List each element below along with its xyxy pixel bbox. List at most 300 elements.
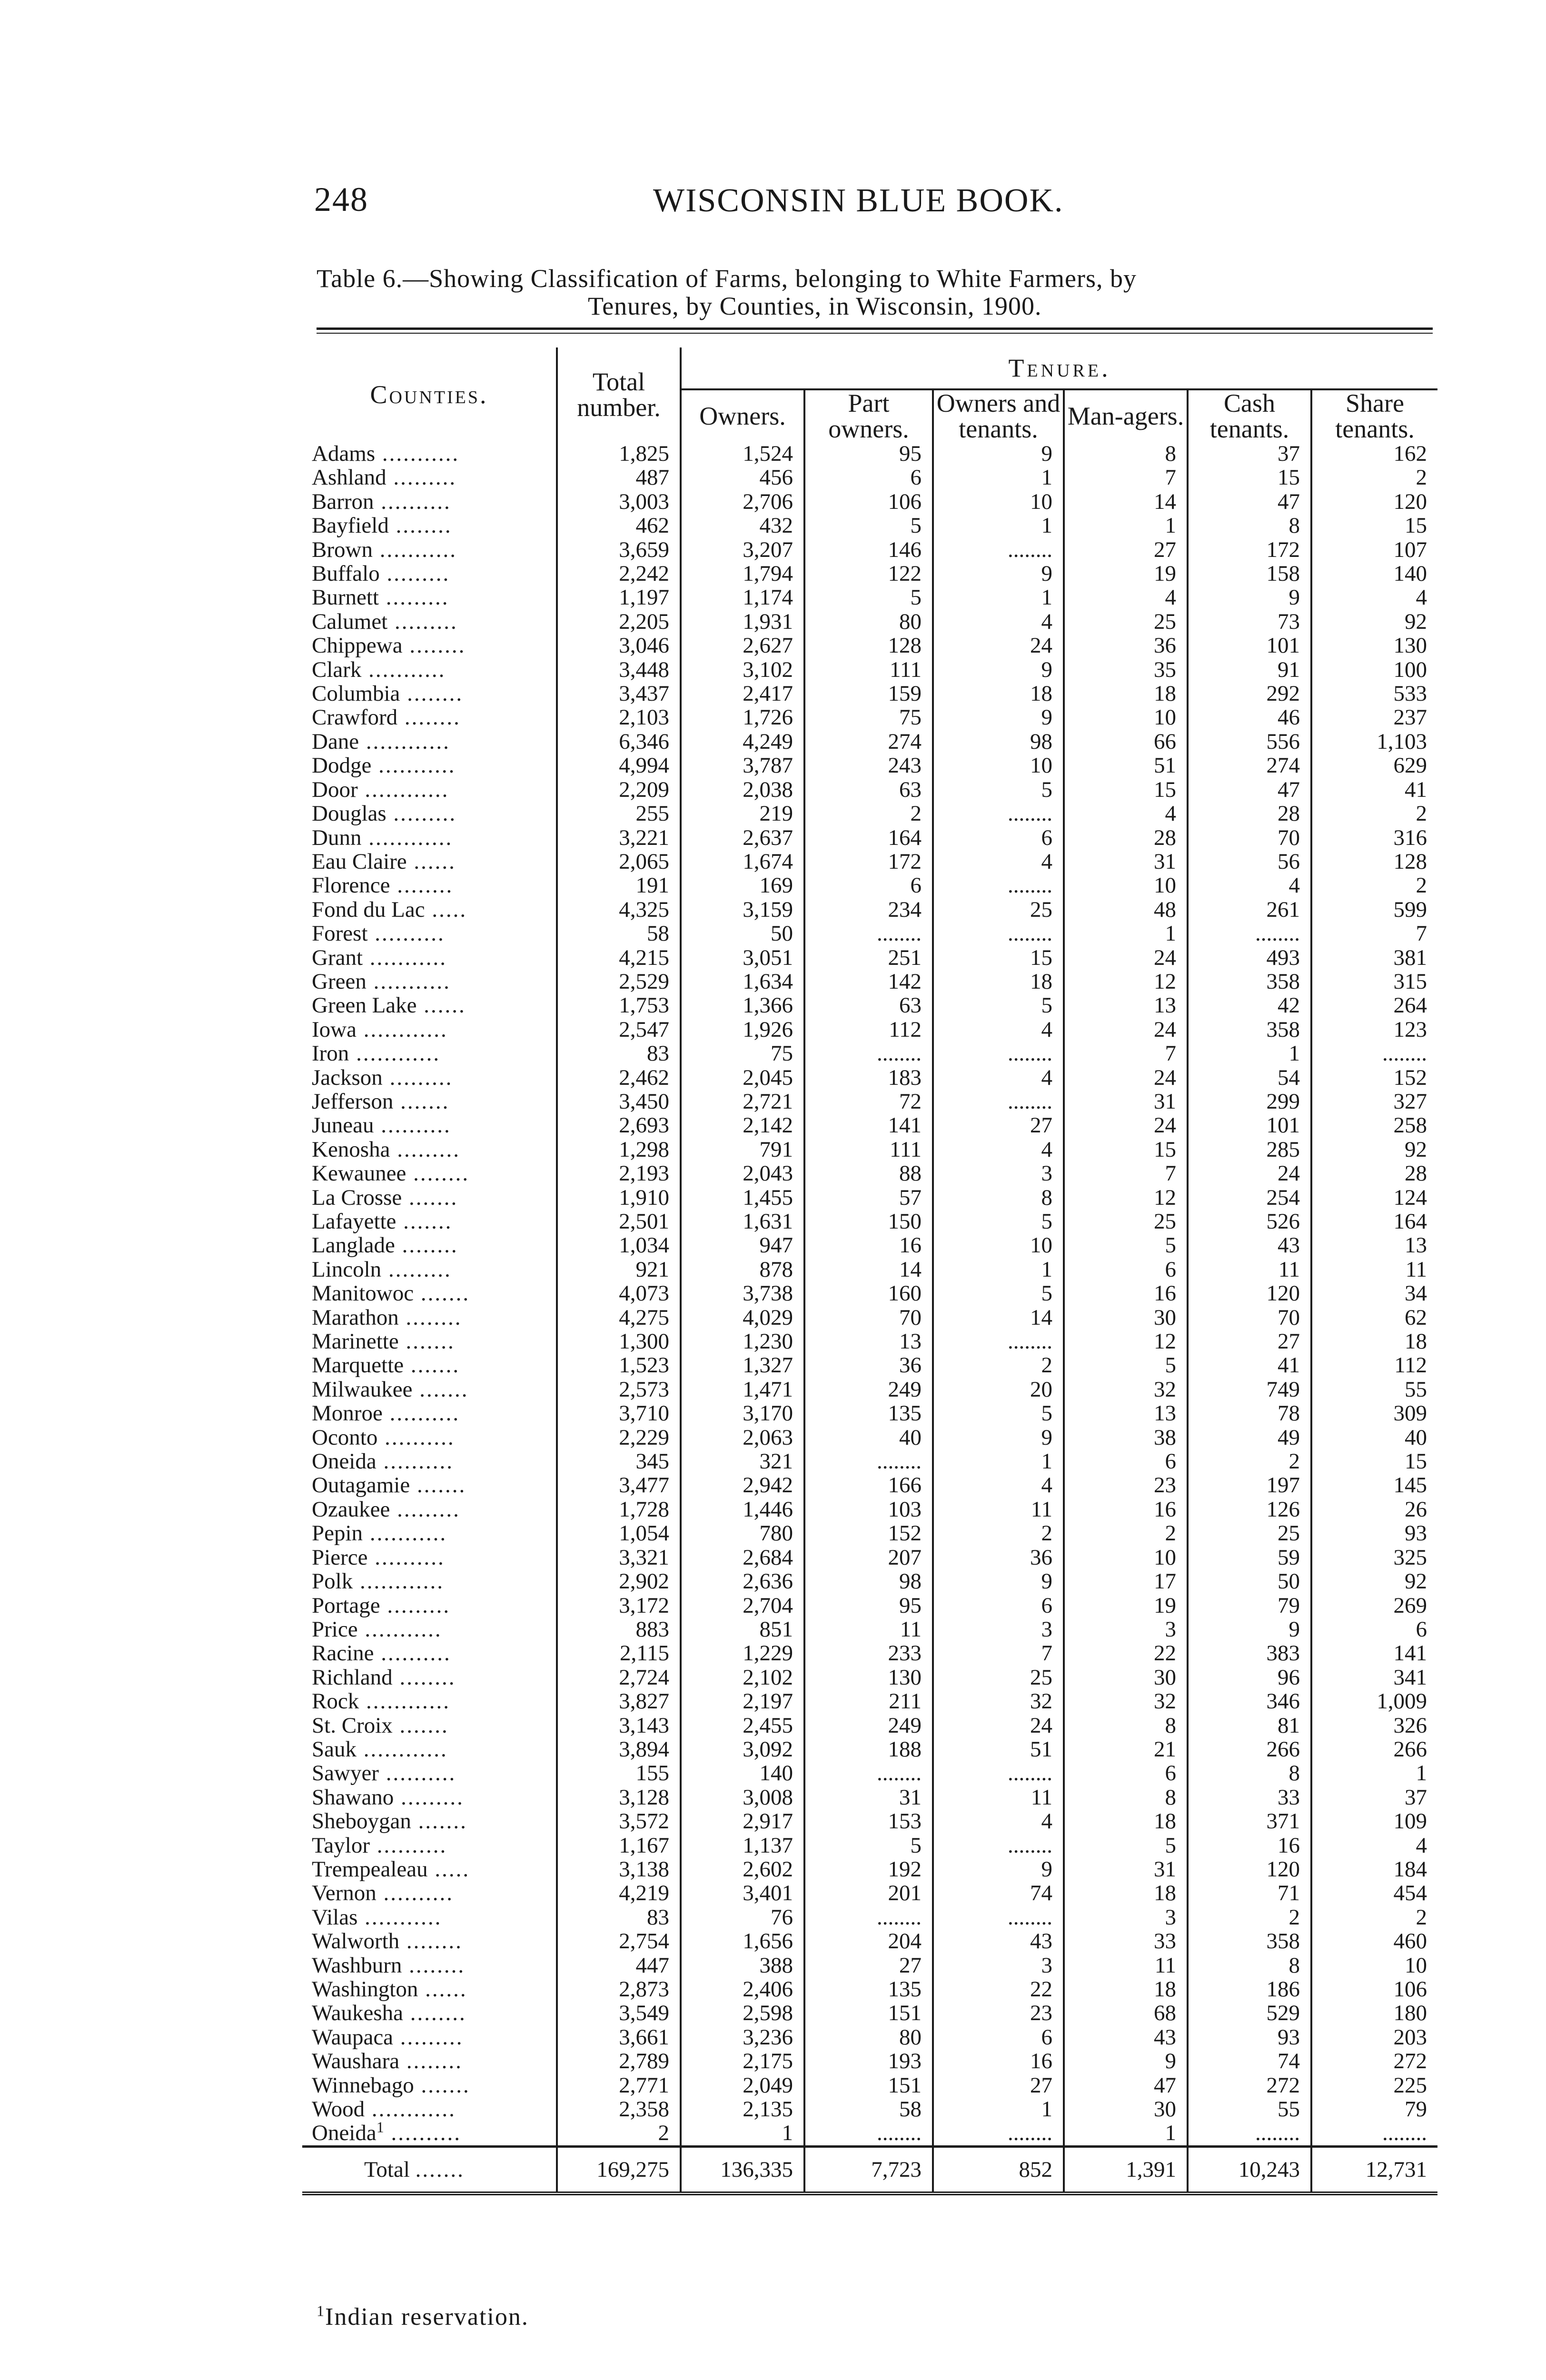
county-name: Rock	[312, 1689, 359, 1714]
owners-cell: 2,706	[681, 490, 804, 514]
county-name: Price	[312, 1617, 358, 1642]
share-tenants-cell: 184	[1393, 1857, 1427, 1882]
owners-cell: 1,524	[681, 442, 804, 466]
owners-cell: 76	[681, 1905, 804, 1929]
share-tenants-cell: 92	[1405, 1569, 1427, 1594]
leader-dots: ..........	[370, 1833, 447, 1857]
cash-tenants-cell: 2	[1188, 1905, 1311, 1929]
total-number-cell: 345	[557, 1449, 681, 1473]
owners-cell: 2,704	[681, 1594, 804, 1617]
part-owners-cell: 234	[804, 898, 933, 922]
table-row	[302, 778, 1437, 802]
cash-tenants-cell: 24	[1188, 1161, 1311, 1185]
leader-dots: .......	[410, 1473, 466, 1497]
table-row	[302, 1737, 1437, 1761]
county-cell	[302, 1066, 557, 1090]
county-name: Waupaca	[312, 2025, 394, 2050]
part-owners-cell: 5	[804, 1834, 933, 1857]
table-row	[302, 2049, 1437, 2073]
owners-and-tenants-header	[933, 389, 1064, 442]
owners-tenants-cell: 74	[933, 1881, 1064, 1905]
county-name: Bayfield	[312, 514, 389, 538]
managers-cell: 22	[1064, 1641, 1188, 1665]
leader-dots: .......	[414, 1281, 470, 1306]
county-name: Jackson	[312, 1065, 383, 1090]
table-row	[302, 1401, 1437, 1425]
county-name: Taylor	[312, 1833, 370, 1857]
owners-tenants-cell: 1	[933, 466, 1064, 489]
table-row	[302, 1281, 1437, 1305]
leader-dots: .....	[427, 1857, 470, 1882]
table-row	[302, 1138, 1437, 1161]
part-owners-cell: 151	[804, 2001, 933, 2025]
county-cell	[302, 1449, 557, 1473]
total-number-cell: 83	[557, 1905, 681, 1929]
leader-dots: ........	[400, 682, 464, 706]
owners-tenants-cell: 1	[933, 1258, 1064, 1281]
leader-dots: ......	[416, 993, 466, 1018]
total-number-header-label: Total number.	[577, 367, 661, 422]
share-tenants-cell: 10	[1405, 1953, 1427, 1977]
owners-tenants-cell: 5	[933, 993, 1064, 1017]
leader-dots: .........	[378, 585, 449, 610]
leader-dots: ..........	[384, 2121, 461, 2146]
county-cell	[302, 1281, 557, 1305]
share-tenants-cell: 2	[1416, 1905, 1427, 1930]
managers-cell: 12	[1064, 970, 1188, 993]
cash-tenants-cell: 358	[1188, 1929, 1311, 1953]
table-row	[302, 1809, 1437, 1833]
county-cell	[302, 1353, 557, 1377]
managers-cell: 8	[1064, 1785, 1188, 1809]
owners-cell: 2,684	[681, 1546, 804, 1569]
leader-dots: ...........	[371, 754, 456, 778]
cash-tenants-cell: 8	[1188, 514, 1311, 537]
table-row	[302, 1090, 1437, 1113]
owners-tenants-cell: 11	[933, 1497, 1064, 1521]
county-name: St. Croix	[312, 1713, 393, 1737]
total-number-cell: 2,205	[557, 610, 681, 634]
county-cell	[302, 490, 557, 514]
table-row	[302, 1569, 1437, 1593]
total-number-cell: 2,103	[557, 705, 681, 729]
table-row	[302, 610, 1437, 634]
managers-cell: 30	[1064, 1666, 1188, 1689]
cash-tenants-cell: 93	[1188, 2025, 1311, 2049]
managers-cell: 48	[1064, 898, 1188, 922]
cash-tenants-cell: 33	[1188, 1785, 1311, 1809]
cash-tenants-cell: 70	[1188, 826, 1311, 850]
table-row	[302, 1954, 1437, 1977]
table-row	[302, 1113, 1437, 1137]
county-cell	[302, 1594, 557, 1617]
share-tenants-cell: 164	[1393, 1210, 1427, 1234]
owners-tenants-cell: 25	[933, 1666, 1064, 1689]
managers-cell: 68	[1064, 2001, 1188, 2025]
managers-cell: 12	[1064, 1329, 1188, 1353]
county-cell	[302, 1426, 557, 1449]
cash-tenants-cell: 101	[1188, 634, 1311, 657]
total-number-cell: 1,753	[557, 993, 681, 1017]
leader-dots: ............	[359, 1689, 450, 1714]
table-row	[302, 1929, 1437, 1953]
share-tenants-cell: 2	[1416, 466, 1427, 490]
table-row	[302, 490, 1437, 514]
managers-cell: 23	[1064, 1473, 1188, 1497]
footnote-marker: 1	[317, 2302, 325, 2320]
leader-dots: ..........	[367, 1545, 445, 1570]
cash-tenants-cell: 70	[1188, 1306, 1311, 1329]
total-number-cell: 3,046	[557, 634, 681, 657]
part-owners-header	[804, 389, 933, 442]
owners-tenants-cell: ........	[933, 1041, 1064, 1065]
managers-cell: 24	[1064, 1066, 1188, 1090]
share-tenants-cell: 62	[1405, 1305, 1427, 1330]
part-owners-cell: 188	[804, 1737, 933, 1761]
caption-rule	[317, 327, 1433, 330]
table-body	[302, 442, 1437, 2193]
managers-cell: 28	[1064, 826, 1188, 850]
total-number-cell: 2,065	[557, 850, 681, 873]
table-row	[302, 1905, 1437, 1929]
leader-dots: ...........	[357, 1905, 442, 1930]
table-row	[302, 1497, 1437, 1521]
county-name: Green	[312, 969, 367, 994]
share-tenants-cell: 107	[1393, 537, 1427, 562]
share-tenants-cell: 6	[1416, 1617, 1427, 1642]
caption-line-2: Tenures, by Counties, in Wisconsin, 1900.	[588, 292, 1042, 320]
county-cell	[302, 538, 557, 562]
county-cell	[302, 1714, 557, 1737]
cash-tenants-cell: 55	[1188, 2097, 1311, 2121]
table-row	[302, 873, 1437, 897]
total-number-cell: 155	[557, 1761, 681, 1785]
managers-cell: 11	[1064, 1954, 1188, 1977]
part-owners-cell: 207	[804, 1546, 933, 1569]
share-tenants-cell: 11	[1405, 1257, 1427, 1282]
cash-tenants-cell: 15	[1188, 466, 1311, 489]
share-tenants-cell: 533	[1393, 682, 1427, 706]
county-cell	[302, 442, 557, 466]
total-number-cell: 2,529	[557, 970, 681, 993]
share-tenants-cell: 145	[1393, 1473, 1427, 1497]
table-row	[302, 826, 1437, 850]
part-owners-cell: 70	[804, 1306, 933, 1329]
owners-cell: 2,455	[681, 1714, 804, 1737]
part-owners-header-label: Part owners.	[828, 389, 909, 443]
owners-tenants-cell: 4	[933, 1066, 1064, 1090]
share-tenants-cell: 79	[1405, 2097, 1427, 2122]
leader-dots: ............	[356, 1017, 448, 1042]
table-row	[302, 1329, 1437, 1353]
cash-tenants-cell: 71	[1188, 1881, 1311, 1905]
cash-tenants-cell: 47	[1188, 778, 1311, 802]
owners-tenants-cell: ........	[933, 1905, 1064, 1929]
cash-tenants-cell: 197	[1188, 1473, 1311, 1497]
owners-cell: 2,142	[681, 1113, 804, 1137]
total-number-cell: 2,573	[557, 1378, 681, 1401]
part-owners-cell: 40	[804, 1426, 933, 1449]
total-number-cell: 83	[557, 1041, 681, 1065]
total-number-cell: 1,034	[557, 1233, 681, 1257]
cash-tenants-cell: 54	[1188, 1066, 1311, 1090]
leader-dots: ........	[402, 1953, 466, 1977]
total-number-cell: 3,549	[557, 2001, 681, 2025]
part-owners-cell: 111	[804, 1138, 933, 1161]
managers-cell: 43	[1064, 2025, 1188, 2049]
county-name: Marinette	[312, 1329, 399, 1354]
leader-dots: ..........	[377, 1425, 455, 1450]
leader-dots: ..........	[374, 1641, 451, 1666]
part-owners-cell: 160	[804, 1281, 933, 1305]
part-owners-cell: 146	[804, 538, 933, 562]
part-owners-cell: 2	[804, 802, 933, 825]
county-name: Lincoln	[312, 1257, 382, 1282]
owners-tenants-cell: 5	[933, 1210, 1064, 1233]
part-owners-cell: 130	[804, 1666, 933, 1689]
county-name: Marquette	[312, 1353, 404, 1378]
table-row	[302, 1666, 1437, 1689]
part-owners-cell: 106	[804, 490, 933, 514]
table-row	[302, 1066, 1437, 1090]
owners-tenants-cell: 4	[933, 1473, 1064, 1497]
owners-tenants-cell: ........	[933, 538, 1064, 562]
managers-cell: 51	[1064, 754, 1188, 777]
cash-tenants-cell: 42	[1188, 993, 1311, 1017]
managers-cell: 27	[1064, 538, 1188, 562]
share-tenants-cell: 381	[1393, 945, 1427, 970]
owners-tenants-cell: ........	[933, 2121, 1064, 2146]
managers-cell: 13	[1064, 1401, 1188, 1425]
leader-dots: .........	[390, 1497, 460, 1522]
share-tenants-cell: 454	[1393, 1881, 1427, 1905]
part-owners-cell: 233	[804, 1641, 933, 1665]
leader-dots: .......	[411, 1809, 467, 1834]
cash-tenants-cell: 126	[1188, 1497, 1311, 1521]
total-number-cell: 2,209	[557, 778, 681, 802]
leader-dots: ...........	[363, 1521, 447, 1546]
county-cell	[302, 2097, 557, 2121]
part-owners-cell: 201	[804, 1881, 933, 1905]
county-cell	[302, 1617, 557, 1641]
part-owners-cell: 274	[804, 730, 933, 754]
table-row	[302, 2073, 1437, 2097]
total-number-cell: 4,219	[557, 1881, 681, 1905]
managers-cell: 15	[1064, 778, 1188, 802]
part-owners-cell: 111	[804, 658, 933, 682]
share-tenants-cell: 1,009	[1377, 1689, 1427, 1714]
owners-tenants-cell: 9	[933, 562, 1064, 585]
part-owners-cell: 5	[804, 514, 933, 537]
table-row	[302, 1834, 1437, 1857]
owners-tenants-cell: 10	[933, 490, 1064, 514]
cash-tenants-cell: 101	[1188, 1113, 1311, 1137]
county-cell	[302, 778, 557, 802]
owners-tenants-cell: 27	[933, 1113, 1064, 1137]
table-row	[302, 1161, 1437, 1185]
leader-dots: ...........	[363, 945, 447, 970]
cash-tenants-cell: 47	[1188, 490, 1311, 514]
table-row	[302, 1689, 1437, 1713]
managers-cell: 25	[1064, 1210, 1188, 1233]
part-owners-cell: 183	[804, 1066, 933, 1090]
total-cash-tenants-cell: 10,243	[1188, 2146, 1311, 2193]
county-name: Racine	[312, 1641, 374, 1666]
total-number-cell: 3,448	[557, 658, 681, 682]
part-owners-cell: 172	[804, 850, 933, 873]
cash-tenants-cell: 120	[1188, 1281, 1311, 1305]
part-owners-cell: 63	[804, 993, 933, 1017]
owners-tenants-cell: 9	[933, 705, 1064, 729]
managers-cell: 16	[1064, 1497, 1188, 1521]
cash-tenants-header-label: Cash tenants.	[1209, 389, 1289, 443]
part-owners-cell: 142	[804, 970, 933, 993]
share-tenants-cell: 123	[1393, 1017, 1427, 1042]
owners-tenants-cell: 24	[933, 1714, 1064, 1737]
owners-cell: 321	[681, 1449, 804, 1473]
table-row	[302, 1761, 1437, 1785]
running-head: WISCONSIN BLUE BOOK.	[653, 182, 1064, 219]
total-number-cell: 4,325	[557, 898, 681, 922]
managers-cell: 13	[1064, 993, 1188, 1017]
cash-tenants-cell: 254	[1188, 1186, 1311, 1210]
total-number-cell: 3,143	[557, 1714, 681, 1737]
total-number-cell: 3,710	[557, 1401, 681, 1425]
county-name: Fond du Lac	[312, 897, 425, 922]
total-number-cell: 2,242	[557, 562, 681, 585]
tenure-header-label: Tenure.	[1008, 354, 1111, 382]
owners-cell: 456	[681, 466, 804, 489]
cash-tenants-cell: 266	[1188, 1737, 1311, 1761]
county-cell	[302, 1401, 557, 1425]
share-tenants-cell: 2	[1416, 802, 1427, 826]
table-row	[302, 1785, 1437, 1809]
owners-cell: 2,602	[681, 1857, 804, 1881]
county-cell	[302, 1186, 557, 1210]
share-tenants-cell: 315	[1393, 969, 1427, 994]
managers-cell: 8	[1064, 442, 1188, 466]
managers-header-label: Man-agers.	[1067, 402, 1184, 430]
leader-dots: ............	[359, 729, 450, 754]
leader-dots: ..........	[382, 1401, 460, 1426]
county-name: Adams	[312, 442, 376, 466]
table-row	[302, 1258, 1437, 1281]
share-tenants-cell: 109	[1393, 1809, 1427, 1834]
cash-tenants-cell: 371	[1188, 1809, 1311, 1833]
part-owners-cell: ........	[804, 2121, 933, 2146]
total-number-cell: 447	[557, 1954, 681, 1977]
table-row	[302, 466, 1437, 489]
owners-cell: 2,038	[681, 778, 804, 802]
owners-tenants-cell: 5	[933, 1281, 1064, 1305]
cash-tenants-cell: 41	[1188, 1353, 1311, 1377]
managers-cell: 10	[1064, 1546, 1188, 1569]
total-number-cell: 487	[557, 466, 681, 489]
managers-cell: 5	[1064, 1233, 1188, 1257]
owners-cell: 1,794	[681, 562, 804, 585]
county-cell	[302, 1857, 557, 1881]
total-number-cell: 255	[557, 802, 681, 825]
county-cell	[302, 705, 557, 729]
table-row	[302, 802, 1437, 825]
table-row	[302, 585, 1437, 609]
county-name: Portage	[312, 1593, 380, 1617]
part-owners-cell: 88	[804, 1161, 933, 1185]
county-name: Jefferson	[312, 1089, 394, 1114]
share-tenants-cell: 1	[1416, 1761, 1427, 1785]
county-cell	[302, 1306, 557, 1329]
part-owners-cell: 5	[804, 585, 933, 609]
owners-cell: 2,627	[681, 634, 804, 657]
owners-cell: 2,637	[681, 826, 804, 850]
owners-cell: 1,174	[681, 585, 804, 609]
owners-cell: 1,455	[681, 1186, 804, 1210]
share-tenants-cell: 55	[1405, 1377, 1427, 1402]
total-number-cell: 2,902	[557, 1569, 681, 1593]
share-tenants-cell: 92	[1405, 1137, 1427, 1162]
total-number-cell: 3,450	[557, 1090, 681, 1113]
table-row	[302, 1449, 1437, 1473]
part-owners-cell: 63	[804, 778, 933, 802]
county-name: La Crosse	[312, 1185, 402, 1210]
county-cell	[302, 898, 557, 922]
cash-tenants-cell: 749	[1188, 1378, 1311, 1401]
cash-tenants-cell: 8	[1188, 1954, 1311, 1977]
county-cell	[302, 1090, 557, 1113]
county-cell	[302, 1881, 557, 1905]
county-name: Ozaukee	[312, 1497, 390, 1522]
part-owners-cell: ........	[804, 922, 933, 945]
leader-dots: .......	[393, 1089, 450, 1114]
owners-tenants-cell: ........	[933, 922, 1064, 945]
owners-tenants-cell: 3	[933, 1617, 1064, 1641]
owners-tenants-cell: 11	[933, 1785, 1064, 1809]
share-tenants-cell: 264	[1393, 993, 1427, 1018]
leader-dots: ...........	[375, 442, 460, 466]
managers-cell: 18	[1064, 682, 1188, 705]
part-owners-cell: ........	[804, 1905, 933, 1929]
total-number-cell: 2,873	[557, 1977, 681, 2001]
leader-dots: ......	[418, 1977, 467, 2002]
leader-dots: ........	[402, 634, 466, 658]
part-owners-cell: 98	[804, 1569, 933, 1593]
page-number: 248	[314, 180, 368, 218]
county-name: Grant	[312, 945, 363, 970]
total-part-owners-cell: 7,723	[804, 2146, 933, 2193]
county-name: Wood	[312, 2097, 365, 2122]
owners-cell: 3,236	[681, 2025, 804, 2049]
county-name: Shawano	[312, 1785, 394, 1810]
managers-cell: 30	[1064, 1306, 1188, 1329]
leader-dots: .........	[379, 562, 450, 586]
cash-tenants-cell: 50	[1188, 1569, 1311, 1593]
owners-cell: 2,102	[681, 1666, 804, 1689]
county-name: Waukesha	[312, 2001, 403, 2025]
part-owners-cell: 72	[804, 1090, 933, 1113]
county-name: Chippewa	[312, 634, 403, 658]
managers-cell: 30	[1064, 2097, 1188, 2121]
owners-tenants-cell: 32	[933, 1689, 1064, 1713]
leader-dots: ........	[399, 1929, 463, 1954]
owners-tenants-cell: 9	[933, 1426, 1064, 1449]
total-number-cell: 2,501	[557, 1210, 681, 1233]
share-tenants-header-label: Share tenants.	[1335, 389, 1415, 443]
leader-dots: ..........	[374, 1113, 451, 1138]
leader-dots: ........	[390, 873, 454, 898]
share-tenants-cell: 309	[1393, 1401, 1427, 1426]
county-name: Trempealeau	[312, 1857, 428, 1882]
owners-cell: 1,674	[681, 850, 804, 873]
